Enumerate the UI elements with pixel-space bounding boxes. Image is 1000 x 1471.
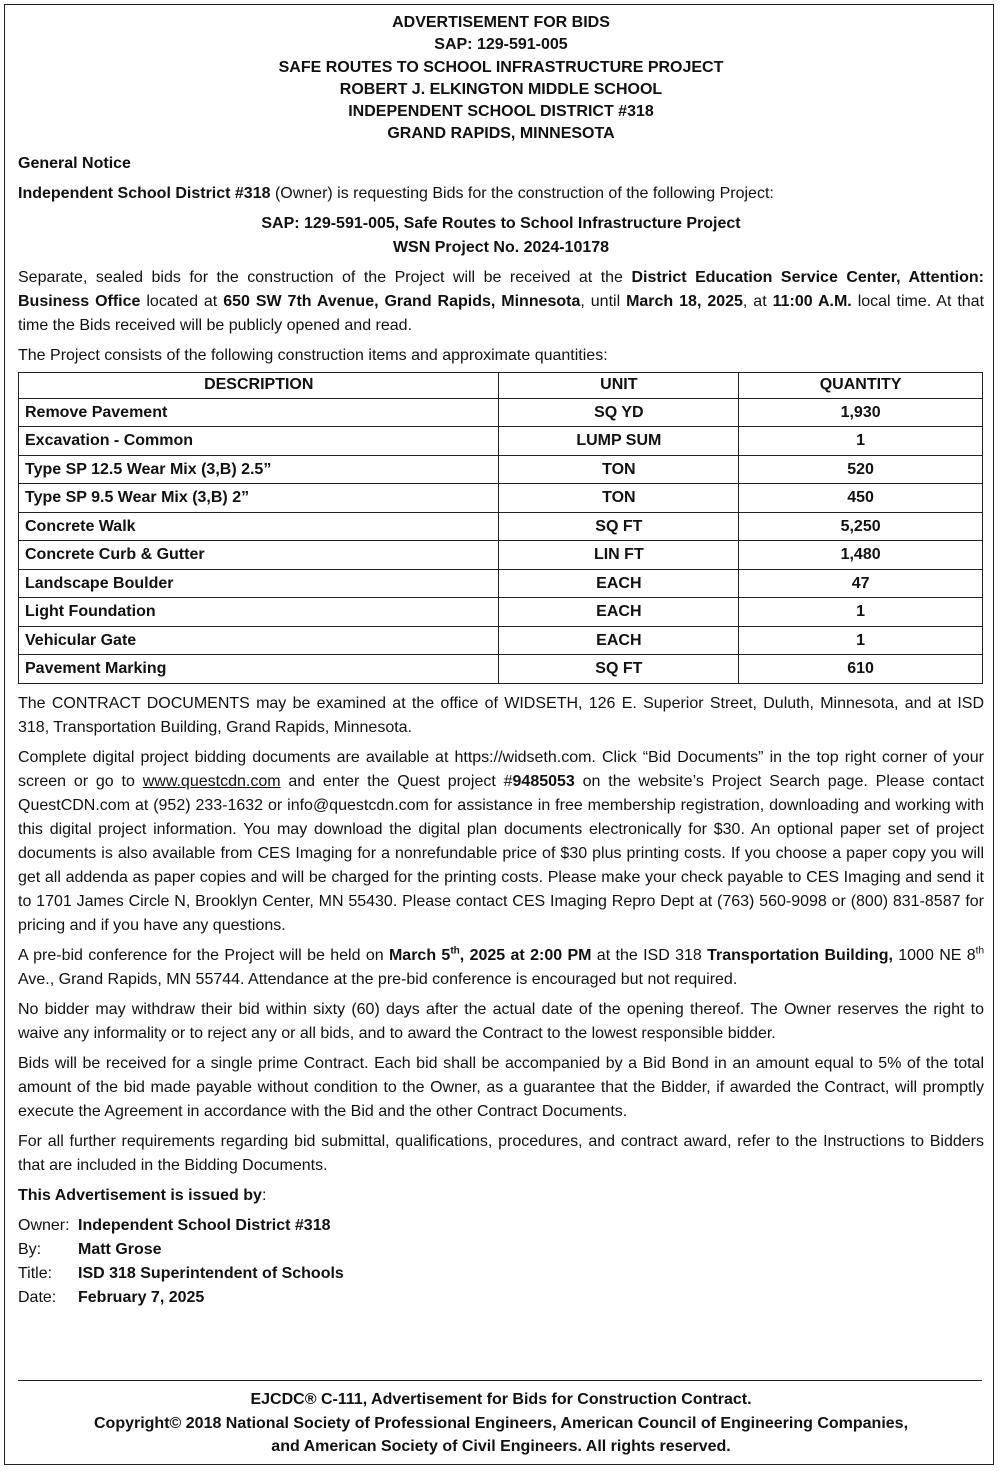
bid-location: District Education Service Center, Attention: Business Office — [18, 268, 985, 310]
signature-key: Owner: — [18, 1216, 70, 1234]
item-description: Vehicular Gate — [19, 626, 499, 655]
prebid-date-suffix: th — [450, 945, 460, 957]
bids-text-4: , at — [742, 292, 773, 310]
prebid-time: , 2025 at 2:00 PM — [459, 946, 592, 964]
item-description: Type SP 12.5 Wear Mix (3,B) 2.5” — [19, 455, 499, 484]
item-description: Excavation - Common — [19, 427, 499, 456]
item-quantity: 5,250 — [739, 512, 983, 541]
signature-key: Title: — [18, 1264, 53, 1282]
questcdn-link[interactable]: www.questcdn.com — [142, 772, 281, 790]
item-unit: LUMP SUM — [499, 427, 739, 456]
owner-request-paragraph — [18, 182, 984, 206]
signature-value: ISD 318 Superintendent of Schools — [78, 1264, 344, 1282]
prebid-text-3: 1000 NE 8 — [892, 946, 976, 964]
prebid-text-4: Ave., Grand Rapids, MN 55744. Attendance at the pre-bid conference is encouraged but not required. — [18, 970, 738, 988]
table-row — [19, 455, 983, 484]
bid-bond-paragraph: Bids will be received for a single prime Contract. Each bid shall be accompanied by a Bid Bond in an amount equal to 5% of the total amount of the bid made payable without condition to the Owner, as a guarantee that the Bidder, if awarded the Contract, will promptly execute the Agreement in accordance with the Bid and the other Contract Documents. — [18, 1054, 984, 1120]
sealed-bids-paragraph — [18, 266, 984, 338]
footer-line-3: and American Society of Civil Engineers. All rights reserved. — [271, 1438, 731, 1455]
item-quantity: 1 — [739, 626, 983, 655]
issued-by-colon: : — [261, 1186, 267, 1204]
item-unit: EACH — [499, 598, 739, 627]
table-row — [19, 484, 983, 513]
header-line-sap: SAP: 129-591-005 — [434, 36, 568, 54]
owner-name: Independent School District #318 — [18, 184, 271, 202]
table-row — [19, 398, 983, 427]
item-quantity: 1,480 — [739, 541, 983, 570]
item-unit: EACH — [499, 626, 739, 655]
item-unit: EACH — [499, 569, 739, 598]
project-line-1: SAP: 129-591-005, Safe Routes to School Infrastructure Project — [261, 214, 741, 232]
signature-value: Independent School District #318 — [78, 1216, 331, 1234]
table-row — [19, 655, 983, 684]
item-unit: SQ FT — [499, 512, 739, 541]
table-row — [19, 512, 983, 541]
table-row — [19, 626, 983, 655]
digital-text-1: Complete digital project bidding documents are available at https://widseth.com. Click “Bid Documents” in the top right corner of your screen or go to — [18, 748, 984, 790]
item-unit: LIN FT — [499, 541, 739, 570]
item-description: Concrete Walk — [19, 512, 499, 541]
item-quantity: 1 — [739, 598, 983, 627]
item-unit: SQ FT — [499, 655, 739, 684]
withdraw-paragraph: No bidder may withdraw their bid within sixty (60) days after the actual date of the opening thereof. The Owner reserves the right to waive any informality or to reject any or all bids, and to award the Contract to the lowest responsible bidder. — [18, 1000, 984, 1042]
footer-divider — [18, 1380, 982, 1381]
item-description: Remove Pavement — [19, 398, 499, 427]
header-line-school: ROBERT J. ELKINGTON MIDDLE SCHOOL — [339, 80, 663, 98]
item-quantity: 1,930 — [739, 398, 983, 427]
document-title: ADVERTISEMENT FOR BIDS — [392, 14, 610, 31]
signature-key: Date: — [18, 1288, 57, 1306]
signature-value: Matt Grose — [78, 1240, 162, 1258]
advertisement-body — [18, 12, 984, 1310]
header-line-project: SAFE ROUTES TO SCHOOL INFRASTRUCTURE PROJECT — [278, 58, 724, 76]
issued-by-label: This Advertisement is issued by — [18, 1186, 262, 1204]
item-description: Landscape Boulder — [19, 569, 499, 598]
column-header-description: DESCRIPTION — [19, 372, 499, 398]
signature-key: By: — [18, 1240, 42, 1258]
bids-text-5: local time. At that time the Bids received will be publicly opened and read. — [18, 292, 985, 334]
item-quantity: 610 — [739, 655, 983, 684]
project-line-2: WSN Project No. 2024-10178 — [392, 238, 610, 256]
table-row — [19, 569, 983, 598]
bids-text-2: located at — [140, 292, 224, 310]
bids-text-1: Separate, sealed bids for the construction of the Project will be received at the — [18, 268, 632, 286]
item-quantity: 520 — [739, 455, 983, 484]
footer-line-1: EJCDC® C-111, Advertisement for Bids for Construction Contract. — [250, 1391, 752, 1408]
item-description: Type SP 9.5 Wear Mix (3,B) 2” — [19, 484, 499, 513]
signature-block — [18, 1214, 984, 1310]
digital-text-2: and enter the Quest project # — [280, 772, 513, 790]
bid-address: 650 SW 7th Avenue, Grand Rapids, Minnesota — [223, 292, 581, 310]
signature-by — [18, 1238, 984, 1262]
digital-text-3: on the website’s Project Search page. Please contact QuestCDN.com at (952) 233-1632 or info@questcdn.com for assistance in free membership registration, downloading and working with this digital project information. You may download the digital plan documents electronically for $30. An optional paper set of project documents is also available from CES Imaging for a nonrefundable price of $30 plus printing costs. If you choose a paper copy you will get all addenda as paper copies and will be charged for the printing costs. Please make your check payable to CES Imaging and send it to 1701 James Circle N, Brooklyn Center, MN 55430. Please contact CES Imaging Repro Dept at (763) 560-9098 or (800) 831-8587 for pricing and if you have any questions. — [18, 772, 985, 934]
item-unit: SQ YD — [499, 398, 739, 427]
prebid-date: March 5 — [388, 946, 451, 964]
item-unit: TON — [499, 455, 739, 484]
contract-documents-paragraph: The CONTRACT DOCUMENTS may be examined at the office of WIDSETH, 126 E. Superior Street, Duluth, Minnesota, and at ISD 318, Transportation Building, Grand Rapids, Minnesota. — [18, 694, 984, 736]
prebid-conference-paragraph — [18, 944, 984, 992]
signature-title — [18, 1262, 984, 1286]
header-block — [18, 12, 984, 146]
table-row — [19, 598, 983, 627]
quest-project-number: 9485053 — [512, 772, 575, 790]
items-intro: The Project consists of the following construction items and approximate quantities: — [18, 346, 608, 364]
table-header-row — [19, 372, 983, 398]
issued-by-line — [18, 1184, 984, 1208]
item-quantity: 1 — [739, 427, 983, 456]
prebid-text-2: at the ISD 318 — [591, 946, 708, 964]
item-description: Pavement Marking — [19, 655, 499, 684]
digital-documents-paragraph — [18, 746, 984, 938]
signature-date — [18, 1286, 984, 1310]
further-requirements-paragraph: For all further requirements regarding bid submittal, qualifications, procedures, and contract award, refer to the Instructions to Bidders that are included in the Bidding Documents. — [18, 1132, 984, 1174]
table-row — [19, 427, 983, 456]
bid-date: March 18, 2025 — [626, 292, 743, 310]
column-header-unit: UNIT — [499, 372, 739, 398]
column-header-quantity: QUANTITY — [739, 372, 983, 398]
prebid-text-1: A pre-bid conference for the Project will be held on — [18, 946, 389, 964]
item-quantity: 450 — [739, 484, 983, 513]
general-notice-heading: General Notice — [18, 154, 131, 172]
project-identifier — [18, 212, 984, 260]
bids-text-3: , until — [580, 292, 627, 310]
construction-items-table — [18, 372, 983, 684]
request-text: (Owner) is requesting Bids for the construction of the following Project: — [270, 184, 774, 202]
item-description: Concrete Curb & Gutter — [19, 541, 499, 570]
prebid-street-suffix: th — [975, 945, 985, 957]
table-row — [19, 541, 983, 570]
item-unit: TON — [499, 484, 739, 513]
item-quantity: 47 — [739, 569, 983, 598]
signature-value: February 7, 2025 — [78, 1288, 205, 1306]
header-line-city: GRAND RAPIDS, MINNESOTA — [387, 125, 615, 143]
copyright-footer — [18, 1388, 984, 1459]
bid-time: 11:00 A.M. — [772, 292, 852, 310]
prebid-location: Transportation Building, — [707, 946, 893, 964]
item-description: Light Foundation — [19, 598, 499, 627]
footer-line-2: Copyright© 2018 National Society of Professional Engineers, American Council of Engineering Companies, — [93, 1414, 909, 1432]
header-line-district: INDEPENDENT SCHOOL DISTRICT #318 — [348, 103, 654, 121]
signature-owner — [18, 1214, 984, 1238]
